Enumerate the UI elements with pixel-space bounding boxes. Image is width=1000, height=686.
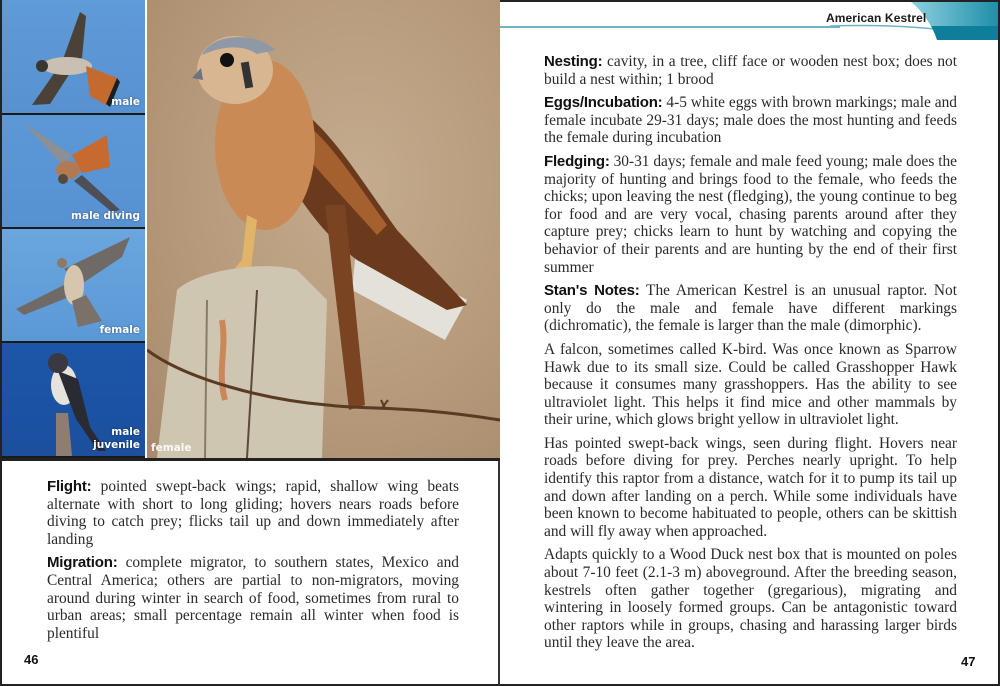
flight-heading: Flight: [47, 478, 92, 495]
thumbnail-label: male juvenile [93, 426, 140, 451]
fledging-heading: Fledging: [544, 152, 610, 170]
thumbnail-male [2, 0, 145, 113]
thumbnail-label: female [99, 324, 140, 336]
notes-paragraph-falcon: A falcon, sometimes called K-bird. Was once known as Sparrow Hawk due to its small size. Could be called Grasshopper Hawk because it consumes many grasshoppers. Has the ability to see ultraviolet light. This helps it find mice and other mammals by their urine, which glows bright yellow in ultraviolet light. [544, 340, 957, 429]
thumbnail-label: male [111, 96, 140, 108]
right-page [500, 0, 1000, 686]
thumbnail-male-juvenile [2, 343, 145, 456]
kestrel-female-perched-icon [147, 0, 500, 458]
thumbnail-female [2, 229, 145, 341]
thumbnail-male-diving [2, 115, 145, 227]
migration-heading: Migration: [47, 554, 118, 572]
nesting-paragraph: Nesting: cavity, in a tree, cliff face or wooden nest box; does not build a nest within; 1 brood [544, 53, 957, 88]
thumbnail-column [2, 0, 145, 458]
species-header-title: American Kestrel [826, 11, 927, 25]
thumbnail-label: male diving [71, 210, 140, 222]
stans-notes-paragraph: Stan's Notes: The American Kestrel is an unusual raptor. Not only do the male and female have different markings (dichromatic), the female is larger than the male (dimorphic). [544, 282, 958, 335]
notes-paragraph-flight: Has pointed swept-back wings, seen during flight. Hovers near roads before diving for prey. Perches nearly upright. To help identify this raptor from a distance, watch for it to pump its tail up and down after landing on a perch. While some individuals have been known to become habituated to people, others can be skittish and will fly away when approached. [544, 434, 957, 540]
stans-notes-heading: Stan's Notes: [544, 282, 640, 300]
eggs-incubation-heading: Eggs/Incubation: [544, 94, 663, 112]
left-page-text [47, 478, 459, 648]
page-header [500, 2, 998, 42]
header-rule [500, 26, 840, 28]
notes-paragraph-nest-box: Adapts quickly to a Wood Duck nest box that is mounted on poles about 7-10 feet (2.1-3 m) aboveground. After the breeding season, kestrels often gather together (gregarious), migrating and wintering in loosely formed groups. Can be antagonistic toward other raptors while in groups, chasing and harassing larger birds until they leave the area. [544, 546, 957, 652]
photo-divider [2, 458, 500, 461]
right-page-text [544, 53, 957, 658]
page-number-right: 47 [961, 654, 976, 669]
flight-paragraph: Flight: pointed swept-back wings; rapid, shallow wing beats alternate with short to long gliding; hovers nears roads before diving to catch prey; flicks tail up and down immediately after landing [47, 478, 459, 548]
page-number-left: 46 [24, 652, 39, 667]
eggs-incubation-paragraph: Eggs/Incubation: 4-5 white eggs with brown markings; male and female incubate 29-31 days; male does the most hunting and feeds the female during incubation [544, 94, 957, 147]
main-photo-label: female [151, 442, 192, 454]
fledging-paragraph: Fledging: 30-31 days; female and male feed young; male does the majority of hunting and brings food to the female, who feeds the chicks; upon leaving the nest (fledging), the young continue to beg for food and are very vocal, chasing parents around after they capture prey; chicks learn to hunt by watching and copying the behavior of their parents and are hunting by the end of their first summer [544, 152, 957, 276]
nesting-heading: Nesting: [544, 53, 603, 70]
main-photo [147, 0, 500, 458]
migration-paragraph: Migration: complete migrator, to southern states, Mexico and Central America; others are partial to non-migrators, moving around during winter in search of food, sometimes from rural to urban areas; small percentage remain all winter when food is plentiful [47, 554, 459, 642]
